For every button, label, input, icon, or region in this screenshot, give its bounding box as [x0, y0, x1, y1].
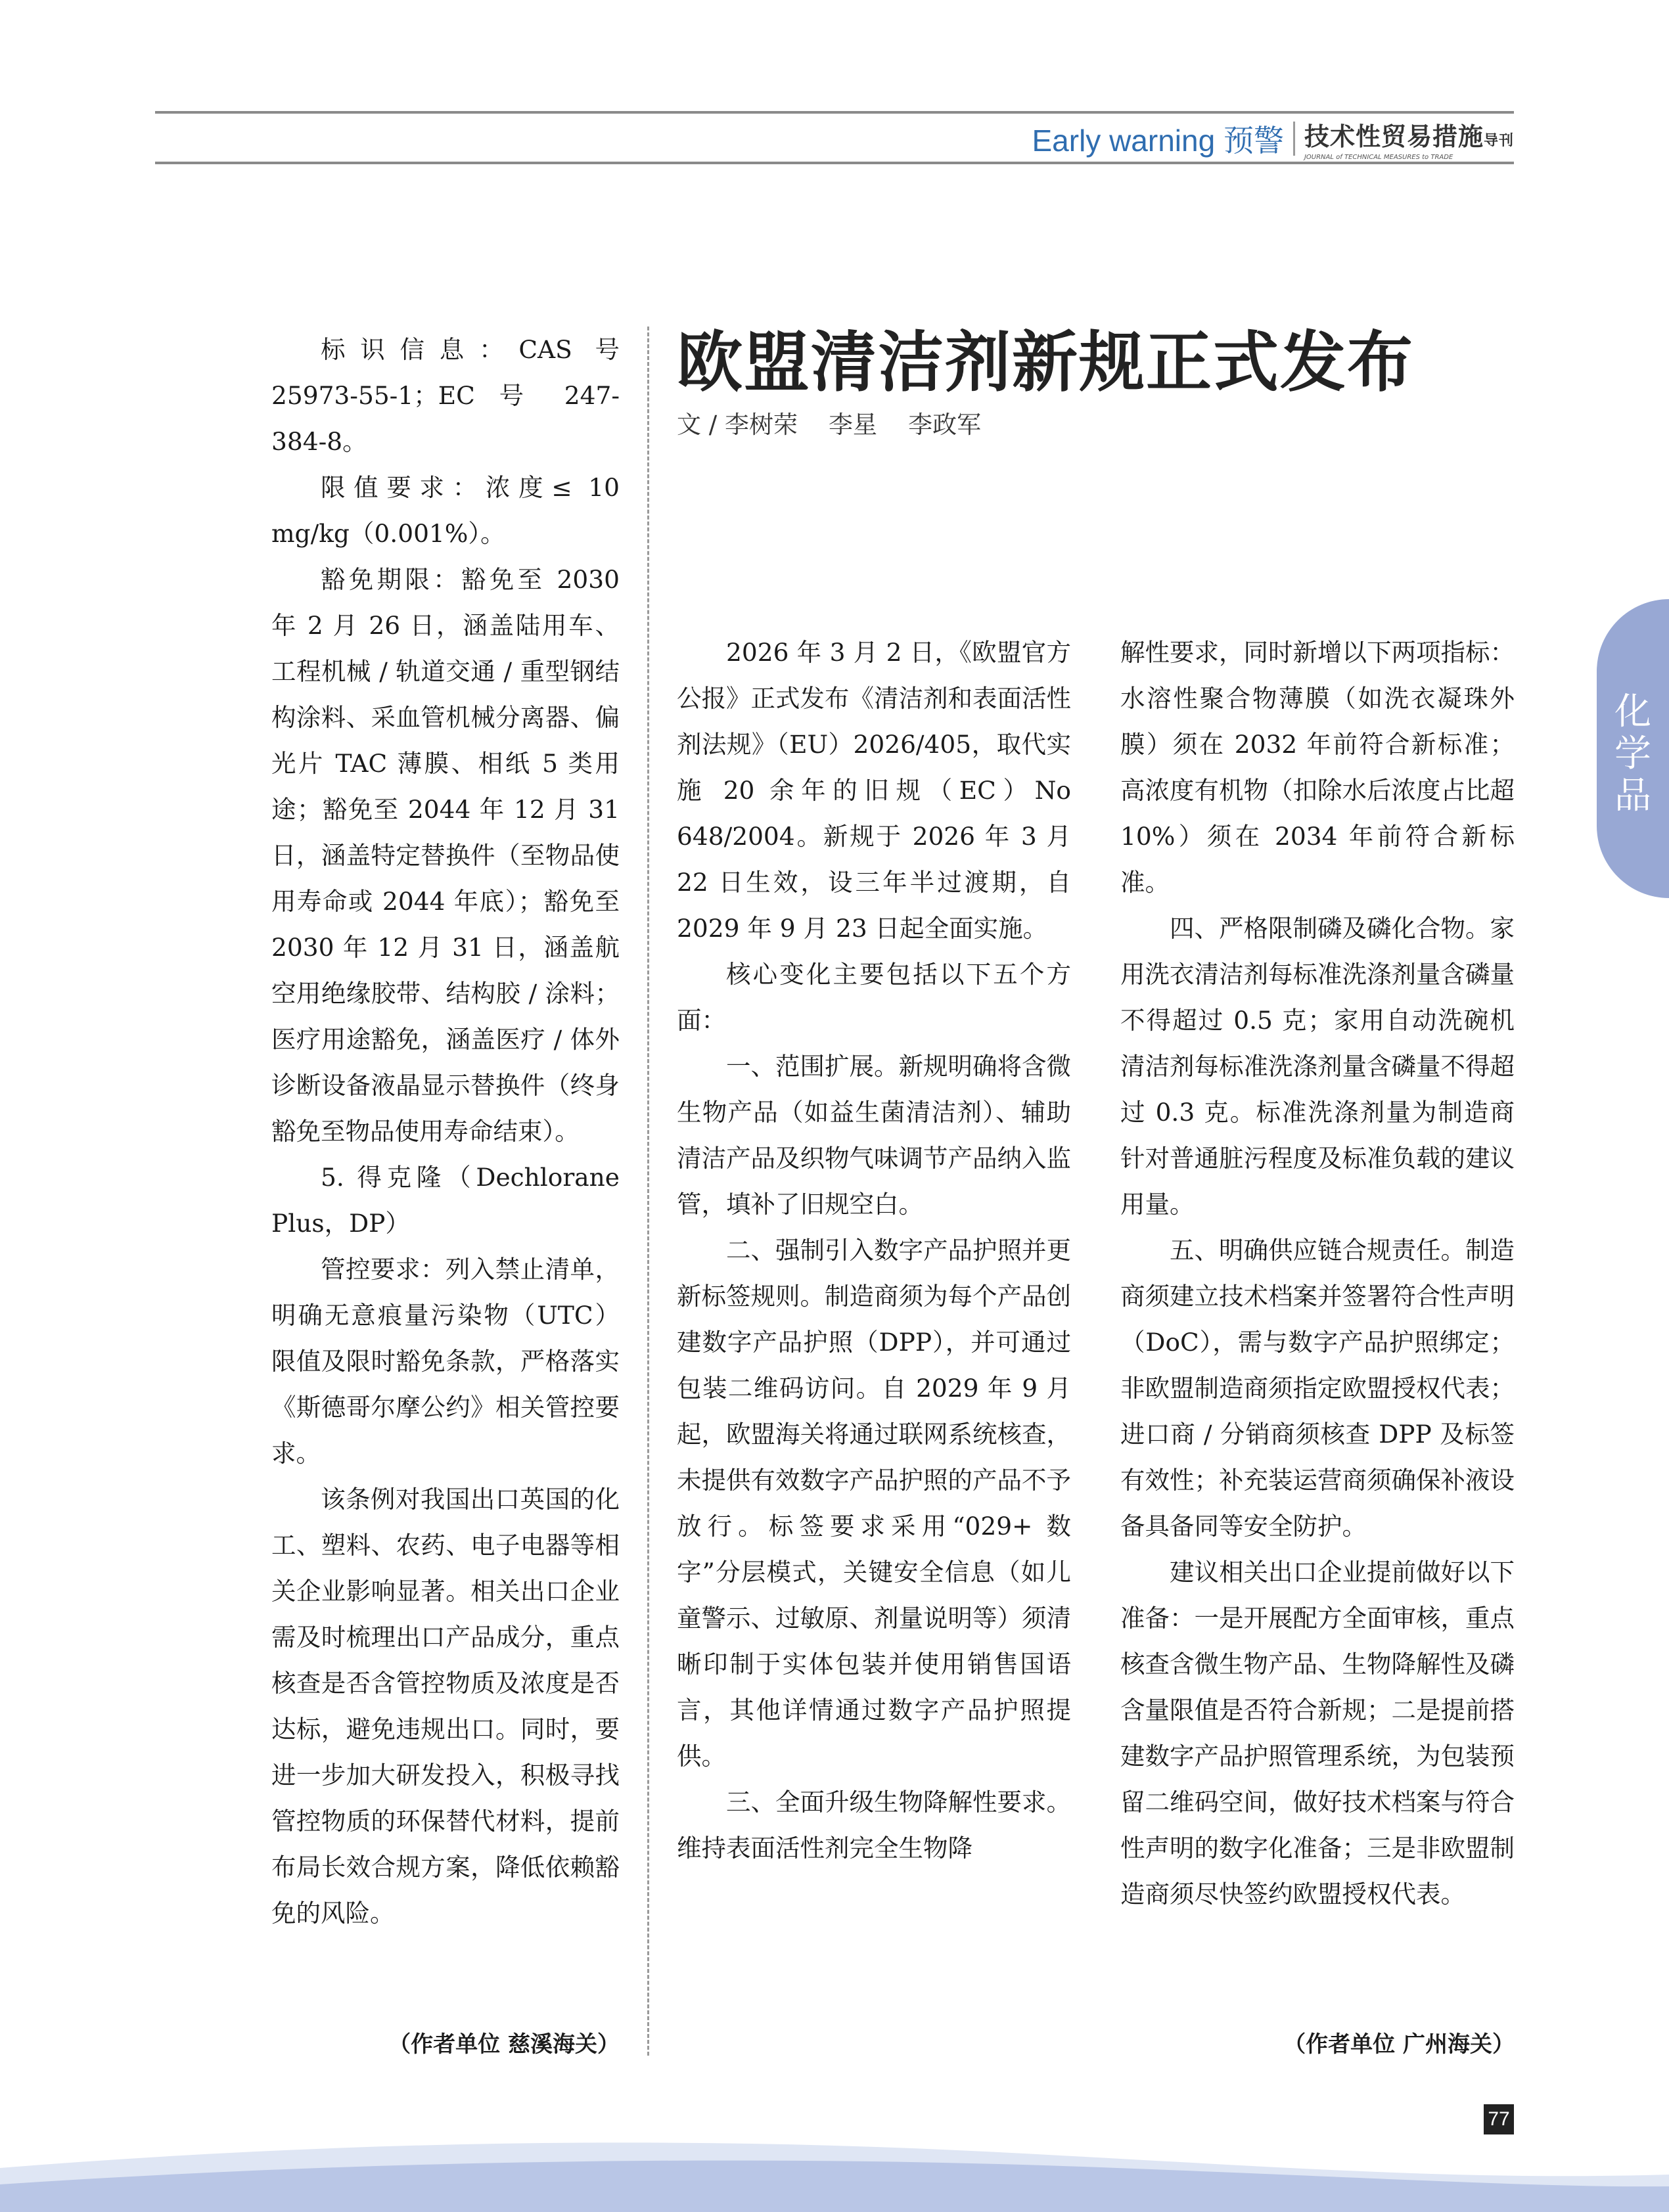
paragraph: 限值要求：浓度≤ 10 mg/kg（0.001%）。 [271, 473, 620, 548]
paragraph: 标识信息：CAS 号 25973-55-1；EC 号 247-384-8。 [271, 335, 620, 456]
header-rule-bottom [155, 162, 1514, 164]
paragraph: 一、范围扩展。新规明确将含微生物产品（如益生菌清洁剂）、辅助清洁产品及织物气味调节产品纳入监管，填补了旧规空白。 [677, 1052, 1071, 1219]
paragraph: 5. 得克隆（Dechlorane Plus，DP） [271, 1163, 620, 1238]
column-divider [647, 327, 649, 2056]
paragraph: 管控要求：列入禁止清单，明确无意痕量污染物（UTC）限值及限时豁免条款，严格落实《斯德哥尔摩公约》相关管控要求。 [271, 1255, 620, 1468]
page-header [1032, 118, 1515, 159]
page-number: 77 [1484, 2104, 1514, 2134]
author-unit-left: （作者单位 慈溪海关） [388, 2031, 620, 2058]
paragraph: 四、严格限制磷及磷化合物。家用洗衣清洁剂每标准洗涤剂量含磷量不得超过 0.5 克；家用自动洗碗机清洁剂每标准洗涤剂量含磷量不得超过 0.3 克。标准洗涤剂量为制造商针对普通脏污程度及标准负载的建议用量。 [1120, 914, 1515, 1219]
right-column [1120, 629, 1515, 1917]
section-label-en: Early warning [1032, 124, 1216, 158]
paragraph: 豁免期限：豁免至 2030 年 2 月 26 日，涵盖陆用车、工程机械 / 轨道交通 / 重型钢结构涂料、采血管机械分离器、偏光片 TAC 薄膜、相纸 5 类用途；豁免至 2044 年 12 月 31 日，涵盖特定替换件（至物品使用寿命或 2044 年底）；豁免至 2030 年 12 月 31 日，涵盖航空用绝缘胶带、结构胶 / 涂料；医疗用途豁免，涵盖医疗 / 体外诊断设备液晶显示替换件（终身豁免至物品使用寿命结束）。 [271, 565, 620, 1146]
paragraph: 五、明确供应链合规责任。制造商须建立技术档案并签署符合性声明（DoC），需与数字产品护照绑定；非欧盟制造商须指定欧盟授权代表；进口商 / 分销商须核查 DPP 及标签有效性；补充装运营商须确保补液设备具备同等安全防护。 [1120, 1236, 1515, 1541]
journal-logo [1304, 116, 1514, 161]
paragraph: 2026 年 3 月 2 日，《欧盟官方公报》正式发布《清洁剂和表面活性剂法规》（EU）2026/405，取代实施 20 余年的旧规（EC）No 648/2004。新规于 2026 年 3 月 22 日生效，设三年半过渡期，自 2029 年 9 月 23 日起全面实施。 [677, 638, 1071, 943]
journal-title-suffix: 导刊 [1483, 133, 1514, 149]
footer-wave [0, 2122, 1669, 2212]
paragraph: 核心变化主要包括以下五个方面： [677, 960, 1071, 1035]
paragraph: 建议相关出口企业提前做好以下准备：一是开展配方全面审核，重点核查含微生物产品、生物降解性及磷含量限值是否符合新规；二是提前搭建数字产品护照管理系统，为包装预留二维码空间，做好技术档案与符合性声明的数字化准备；三是非欧盟制造商须尽快签约欧盟授权代表。 [1120, 1558, 1515, 1908]
journal-title-main: 技术性贸易措施 [1304, 122, 1484, 151]
section-label-cn: 预警 [1223, 124, 1284, 158]
article-byline: 文 / 李树荣 李星 李政军 [677, 411, 982, 439]
header-separator [1293, 122, 1295, 156]
paragraph: 解性要求，同时新增以下两项指标：水溶性聚合物薄膜（如洗衣凝珠外膜）须在 2032 年前符合新标准；高浓度有机物（扣除水后浓度占比超 10%）须在 2034 年前符合新标准。 [1120, 638, 1515, 897]
paragraph: 该条例对我国出口英国的化工、塑料、农药、电子电器等相关企业影响显著。相关出口企业需及时梳理出口产品成分，重点核查是否含管控物质及浓度是否达标，避免违规出口。同时，要进一步加大研发投入，积极寻找管控物质的环保替代材料，提前布局长效合规方案，降低依赖豁免的风险。 [271, 1485, 620, 1928]
article-title: 欧盟清洁剂新规正式发布 [677, 324, 1414, 401]
paragraph: 二、强制引入数字产品护照并更新标签规则。制造商须为每个产品创建数字产品护照（DPP），并可通过包装二维码访问。自 2029 年 9 月起，欧盟海关将通过联网系统核查，未提供有效数字产品护照的产品不予放行。标签要求采用“029+ 数字”分层模式，关键安全信息（如儿童警示、过敏原、剂量说明等）须清晰印制于实体包装并使用销售国语言，其他详情通过数字产品护照提供。 [677, 1236, 1071, 1771]
author-unit-right: （作者单位 广州海关） [1283, 2031, 1515, 2058]
section-label [1032, 117, 1284, 160]
category-label: 化学品 [1614, 690, 1651, 817]
journal-subtitle: JOURNAL of TECHNICAL MEASURES to TRADE [1304, 154, 1453, 161]
journal-title [1304, 116, 1514, 152]
header-rule-top [155, 111, 1514, 114]
left-column [271, 327, 620, 1936]
paragraph: 三、全面升级生物降解性要求。维持表面活性剂完全生物降 [677, 1788, 1071, 1862]
middle-column [677, 629, 1071, 1871]
